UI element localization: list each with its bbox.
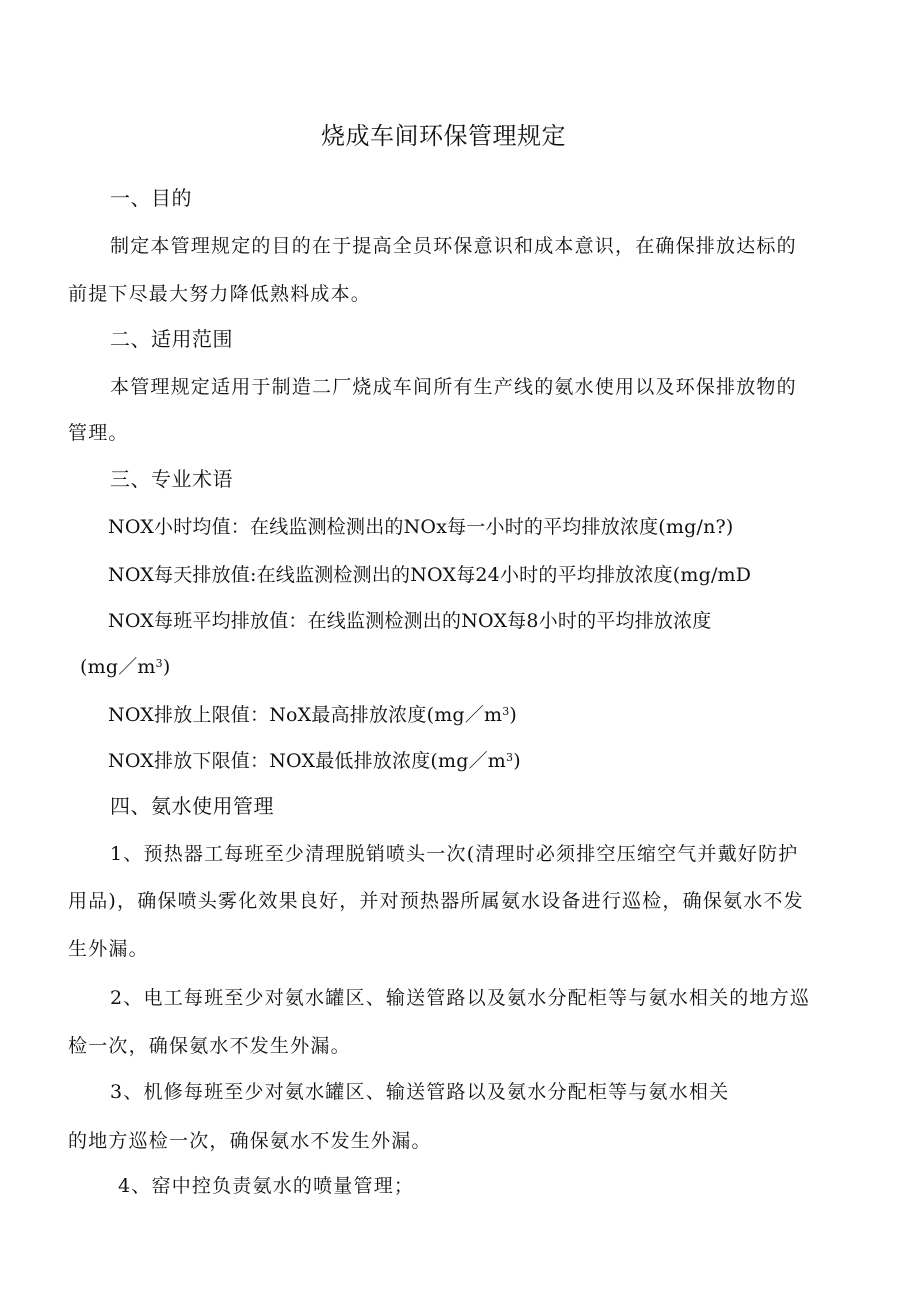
term-definition: NOX小时均值：在线监测检测出的NOx每一小时的平均排放浓度(mg/n?) — [108, 516, 734, 538]
section-heading-ammonia: 四、氨水使用管理 — [110, 794, 274, 818]
section-heading-purpose: 一、目的 — [110, 186, 192, 210]
paragraph-line: 检一次，确保氨水不发生外漏。 — [68, 1035, 351, 1057]
paragraph-line: 制定本管理规定的目的在于提高全员环保意识和成本意识，在确保排放达标的 — [110, 235, 797, 257]
paragraph-line: 1、预热器工每班至少清理脱销喷头一次(清理时必须排空压缩空气并戴好防护 — [110, 843, 799, 865]
paragraph-line: 3、机修每班至少对氨水罐区、输送管路以及氨水分配柜等与氨水相关 — [110, 1081, 730, 1103]
term-definition: NOX每天排放值:在线监测检测出的NOX每24小时的平均排放浓度(mg/mD — [108, 564, 752, 586]
paragraph-line: 生外漏。 — [68, 938, 149, 960]
term-definition: $(mg/m^3)$ — [80, 656, 171, 678]
paragraph-line: 前提下尽最大努力降低熟料成本。 — [68, 283, 372, 305]
term-definition: NOX每班平均排放值：在线监测检测出的NOX每8小时的平均排放浓度 — [108, 610, 712, 632]
paragraph-line: 用品)，确保喷头雾化效果良好，并对预热器所属氨水设备进行巡检，确保氨水不发 — [68, 890, 804, 912]
paragraph-line: 管理。 — [68, 422, 129, 444]
document-title: 烧成车间环保管理规定 — [321, 122, 566, 150]
section-heading-scope: 二、适用范围 — [110, 327, 233, 351]
paragraph-line: 2、电工每班至少对氨水罐区、输送管路以及氨水分配柜等与氨水相关的地方巡 — [110, 987, 811, 1009]
term-definition: NOX排放上限值：NoX最高排放浓度$(mg/m^3)$ — [108, 704, 518, 726]
section-heading-terms: 三、专业术语 — [110, 467, 233, 491]
paragraph-line: 的地方巡检一次，确保氨水不发生外漏。 — [68, 1130, 432, 1152]
paragraph-line: 本管理规定适用于制造二厂烧成车间所有生产线的氨水使用以及环保排放物的 — [110, 376, 797, 398]
term-definition: NOX排放下限值：NOX最低排放浓度$(mg/m^3)$ — [108, 750, 521, 772]
paragraph-line: 4、窑中控负责氨水的喷量管理； — [118, 1175, 415, 1197]
